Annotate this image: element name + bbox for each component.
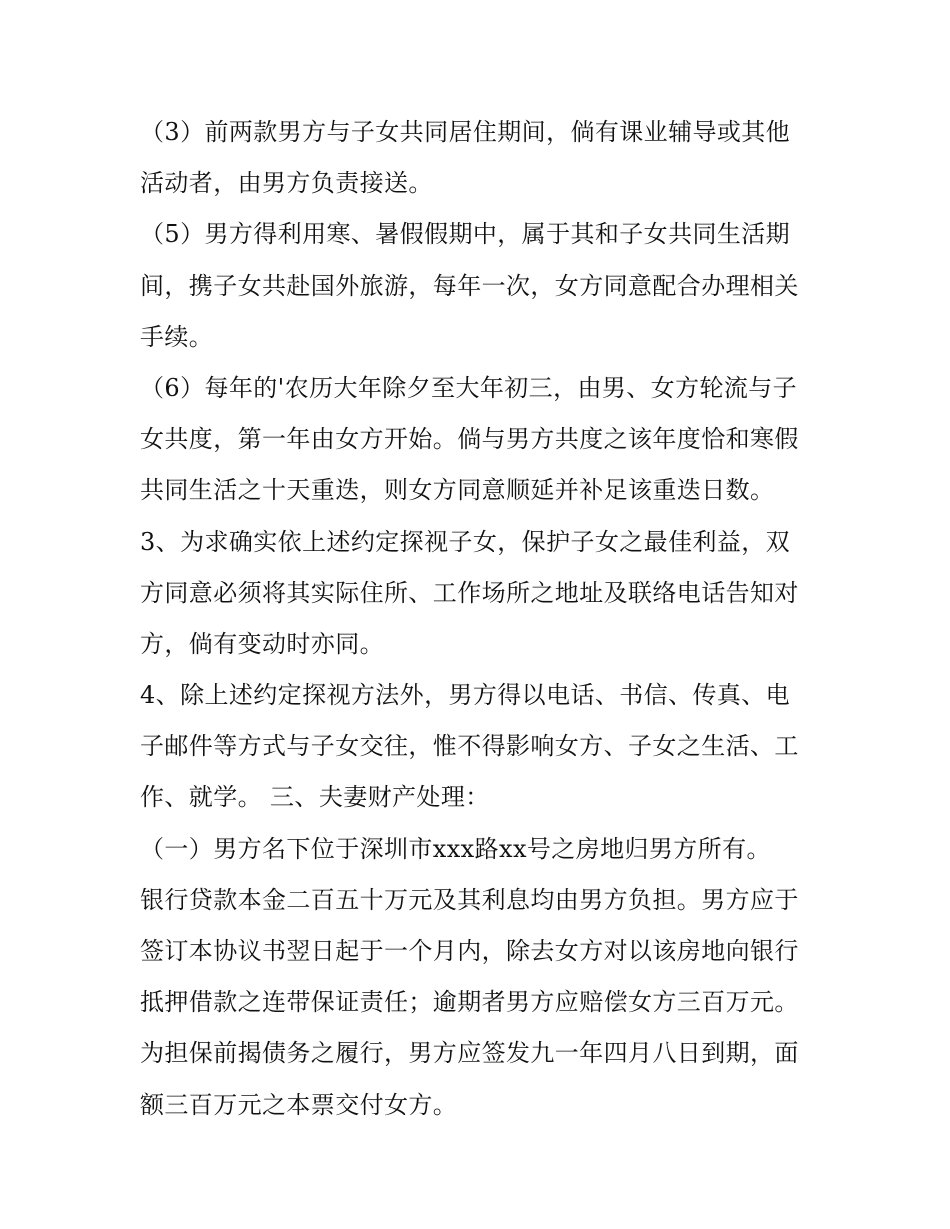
text-line: 作、就学。 三、夫妻财产处理： (140, 783, 490, 812)
text-line: 间，携子女共赴国外旅游，每年一次，女方同意配合办理相关 (140, 271, 799, 300)
document-body (140, 107, 830, 1131)
text-line: 活动者，由男方负责接送。 (140, 169, 433, 198)
text-line: 子邮件等方式与子女交往，惟不得影响女方、子女之生活、工 (140, 732, 799, 761)
text-line: （5）男方得利用寒、暑假假期中，属于其和子女共同生活期 (140, 220, 791, 249)
text-line: 共同生活之十天重迭，则女方同意顺延并补足该重迭日数。 (140, 476, 775, 505)
text-line: 4、除上述约定探视方法外，男方得以电话、书信、传真、电 (140, 681, 791, 710)
text-line: 手续。 (140, 322, 214, 351)
text-line: 抵押借款之连带保证责任；逾期者男方应赔偿女方三百万元。 (140, 988, 799, 1017)
text-line: 方同意必须将其实际住所、工作场所之地址及联络电话告知对 (140, 578, 799, 607)
text-line: 为担保前揭债务之履行，男方应签发九一年四月八日到期，面 (140, 1039, 799, 1068)
text-line: （6）每年的'农历大年除夕至大年初三，由男、女方轮流与子 (140, 373, 798, 402)
text-line: 银行贷款本金二百五十万元及其利息均由男方负担。男方应于 (140, 885, 799, 914)
text-line: 签订本协议书翌日起于一个月内，除去女方对以该房地向银行 (140, 937, 799, 965)
text-line: 3、为求确实依上述约定探视子女，保护子女之最佳利益，双 (140, 527, 791, 556)
text-line: （一）男方名下位于深圳市xxx路xx号之房地归男方所有。 (140, 834, 771, 863)
text-line: 方，倘有变动时亦同。 (140, 629, 384, 658)
text-line: 女共度，第一年由女方开始。倘与男方共度之该年度恰和寒假 (140, 425, 799, 454)
text-line: （3）前两款男方与子女共同居住期间，倘有课业辅导或其他 (140, 118, 791, 146)
text-line: 额三百万元之本票交付女方。 (140, 1090, 458, 1119)
